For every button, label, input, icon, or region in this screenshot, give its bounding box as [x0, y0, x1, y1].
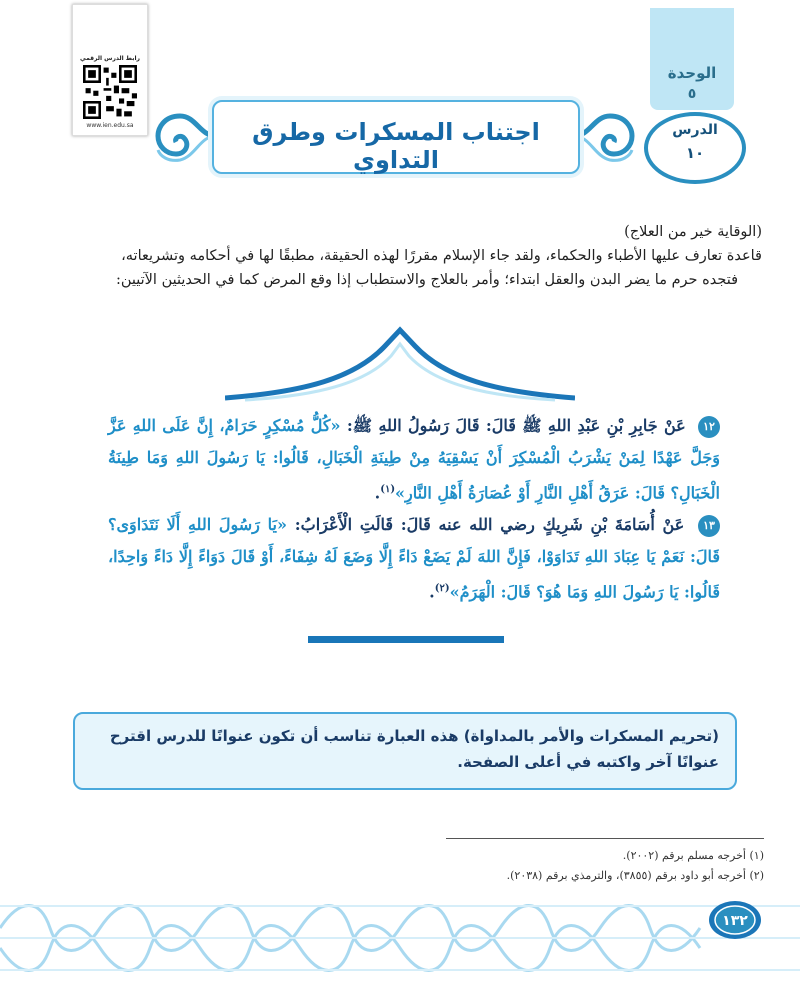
hadith-1: ١٢ عَنْ جَابِرِ بْنِ عَبْدِ اللهِ ﷺ قَالَ: قَالَ رَسُولُ اللهِ ﷺ: «كُلُّ مُسْكِرٍ حَرَامٌ، إِنَّ عَلَى اللهِ عَزَّ وَجَلَّ عَهْدًا لِمَنْ يَشْرَبُ الْمُسْكِرَ أَنْ يَسْقِيَهُ مِنْ طِينَةِ الْخَبَالِ، قَالُوا: يَا رَسُولَ اللهِ وَمَا طِينَةُ الْخَبَالِ؟ قَالَ: عَرَقُ أَهْلِ النَّارِ أَوْ عُصَارَةُ أَهْلِ النَّارِ»$^{(١)}$. [108, 416, 720, 503]
title-banner [212, 100, 580, 174]
qr-title: رابط الدرس الرقمي [80, 55, 140, 62]
hadith-narrator: عَنْ أُسَامَةَ بْنِ شَرِيكٍ رضي الله عنه قَالَ: قَالَتِ الْأَعْرَابُ: [294, 515, 685, 535]
hadith-text: «يَا رَسُولَ اللهِ أَلَا نَتَدَاوَى؟ قَالَ: نَعَمْ يَا عِبَادَ اللهِ تَدَاوَوْا، فَإِنَّ اللهَ لَمْ يَضَعْ دَاءً إِلَّا وَضَعَ لَهُ شِفَاءً، أَوْ قَالَ دَوَاءً إِلَّا دَاءً وَاحِدًا، قَالُوا: يَا رَسُولَ اللهِ وَمَا هُوَ؟ قَالَ: الْهَرَمُ» [108, 515, 720, 602]
intro-line-2: قاعدة تعارف عليها الأطباء والحكماء، ولقد جاء الإسلام مقررًا لهذه الحقيقة، مطبقًا لها في أحكامه وتشريعاته، [121, 248, 762, 264]
intro-paragraph [40, 220, 762, 292]
hadith-number-badge: ١٢ [698, 416, 720, 438]
bottom-pattern-icon [0, 888, 800, 988]
hadith-2: ١٣ عَنْ أُسَامَةَ بْنِ شَرِيكٍ رضي الله عنه قَالَ: قَالَتِ الْأَعْرَابُ: «يَا رَسُولَ اللهِ أَلَا نَتَدَاوَى؟ قَالَ: نَعَمْ يَا عِبَادَ اللهِ تَدَاوَوْا، فَإِنَّ اللهَ لَمْ يَضَعْ دَاءً إِلَّا وَضَعَ لَهُ شِفَاءً، أَوْ قَالَ دَوَاءً إِلَّا دَاءً وَاحِدًا، قَالُوا: يَا رَسُولَ اللهِ وَمَا هُوَ؟ قَالَ: الْهَرَمُ»$^{(٢)}$. [108, 515, 720, 602]
lesson-number: ١٠ [685, 144, 705, 162]
footnote-divider [446, 838, 764, 839]
intro-line-1: (الوقاية خير من العلاج) [624, 224, 762, 240]
page-number: ١٣٢ [722, 913, 748, 929]
right-ornament-icon [570, 96, 640, 176]
footnote-ref[interactable]: (١) [380, 484, 396, 495]
page-number-badge [707, 898, 763, 942]
qr-code-icon[interactable] [83, 65, 137, 119]
hadith-text: «كُلُّ مُسْكِرٍ حَرَامٌ، إِنَّ عَلَى اللهِ عَزَّ وَجَلَّ عَهْدًا لِمَنْ يَشْرَبُ الْمُسْكِرَ أَنْ يَسْقِيَهُ مِنْ طِينَةِ الْخَبَالِ، قَالُوا: يَا رَسُولَ اللهِ وَمَا طِينَةُ الْخَبَالِ؟ قَالَ: عَرَقُ أَهْلِ النَّارِ أَوْ عُصَارَةُ أَهْلِ النَّارِ» [108, 416, 720, 503]
lesson-title: اجتناب المسكرات وطرق التداوي [252, 118, 540, 174]
activity-box [73, 712, 737, 790]
hadith-divider [308, 636, 504, 643]
hadith-narrator: عَنْ جَابِرِ بْنِ عَبْدِ اللهِ ﷺ قَالَ: قَالَ رَسُولُ اللهِ ﷺ: [346, 416, 686, 435]
footnote-1: (١) أخرجه مسلم برقم (٢٠٠٢). [622, 849, 764, 862]
unit-number: ٥ [687, 86, 697, 102]
qr-card[interactable] [72, 4, 148, 136]
qr-url: www.ien.edu.sa [86, 122, 134, 129]
footnotes [300, 846, 764, 886]
unit-label: الوحدة [667, 64, 717, 82]
activity-text: (تحريم المسكرات والأمر بالمداواة) هذه العبارة تناسب أن تكون عنوانًا للدرس اقترح عنوانًا آخر واكتبه في أعلى الصفحة. [109, 727, 719, 771]
hadith-number-badge: ١٣ [698, 515, 720, 537]
arch-ornament-icon [225, 322, 575, 402]
unit-tab [650, 8, 734, 110]
intro-line-3: فتجده حرم ما يضر البدن والعقل ابتداء؛ وأمر بالعلاج والاستطباب إذا وقع المرض كما في الحديثين الآتيين: [115, 272, 738, 288]
lesson-badge [644, 112, 746, 184]
lesson-label: الدرس [672, 122, 718, 138]
left-ornament-icon [150, 96, 220, 176]
footnote-2: (٢) أخرجه أبو داود برقم (٣٨٥٥)، والترمذي برقم (٢٠٣٨). [506, 869, 764, 882]
hadith-block [108, 410, 720, 609]
footnote-ref[interactable]: (٢) [434, 583, 450, 595]
